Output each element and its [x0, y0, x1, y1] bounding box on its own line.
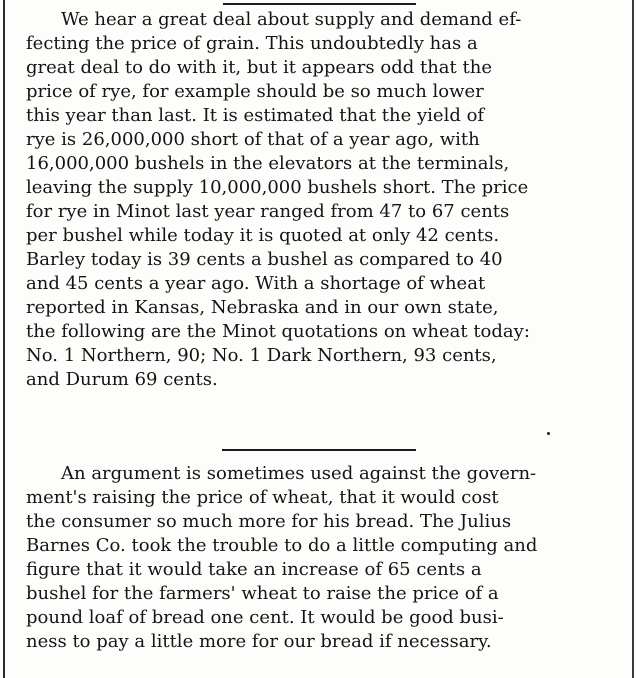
text-line: price of rye, for example should be so much lower: [26, 81, 484, 102]
text-line: figure that it would take an increase of 65 cents a: [26, 559, 482, 580]
text-line: per bushel while today it is quoted at only 42 cents.: [26, 225, 500, 246]
text-line: leaving the supply 10,000,000 bushels short. The price: [26, 177, 529, 198]
text-line: fecting the price of grain. This undoubtedly has a: [26, 33, 478, 54]
text-line: reported in Kansas, Nebraska and in our own state,: [26, 297, 499, 318]
column-rule-right: [632, 0, 634, 678]
text-line: for rye in Minot last year ranged from 47 to 67 cents: [26, 201, 510, 222]
column-rule-left: [3, 0, 5, 678]
text-line: rye is 26,000,000 short of that of a year ago, with: [26, 129, 480, 150]
text-line: this year than last. It is estimated that the yield of: [26, 105, 485, 126]
paragraph-grain-prices: [26, 8, 614, 392]
text-line: An argument is sometimes used against the govern-: [61, 463, 537, 484]
text-line: Barnes Co. took the trouble to do a little computing and: [26, 535, 538, 556]
section-separator-top: [223, 3, 416, 5]
text-line: Barley today is 39 cents a bushel as compared to 40: [26, 249, 503, 270]
text-line: pound loaf of bread one cent. It would be good busi-: [26, 607, 504, 628]
text-line: and Durum 69 cents.: [26, 369, 218, 390]
text-line: ment's raising the price of wheat, that it would cost: [26, 487, 499, 508]
text-line: bushel for the farmers' wheat to raise the price of a: [26, 583, 499, 604]
text-line: great deal to do with it, but it appears odd that the: [26, 57, 492, 78]
text-line: the following are the Minot quotations on wheat today:: [26, 321, 530, 342]
text-line: and 45 cents a year ago. With a shortage of wheat: [26, 273, 486, 294]
text-line: ness to pay a little more for our bread if necessary.: [26, 631, 492, 652]
section-separator-middle: [222, 449, 416, 451]
paragraph-bread-argument: [26, 462, 614, 654]
text-line: We hear a great deal about supply and demand ef-: [61, 9, 522, 30]
print-speck: [547, 432, 550, 435]
text-line: No. 1 Northern, 90; No. 1 Dark Northern, 93 cents,: [26, 345, 497, 366]
text-line: 16,000,000 bushels in the elevators at the terminals,: [26, 153, 510, 174]
text-line: the consumer so much more for his bread. The Julius: [26, 511, 512, 532]
